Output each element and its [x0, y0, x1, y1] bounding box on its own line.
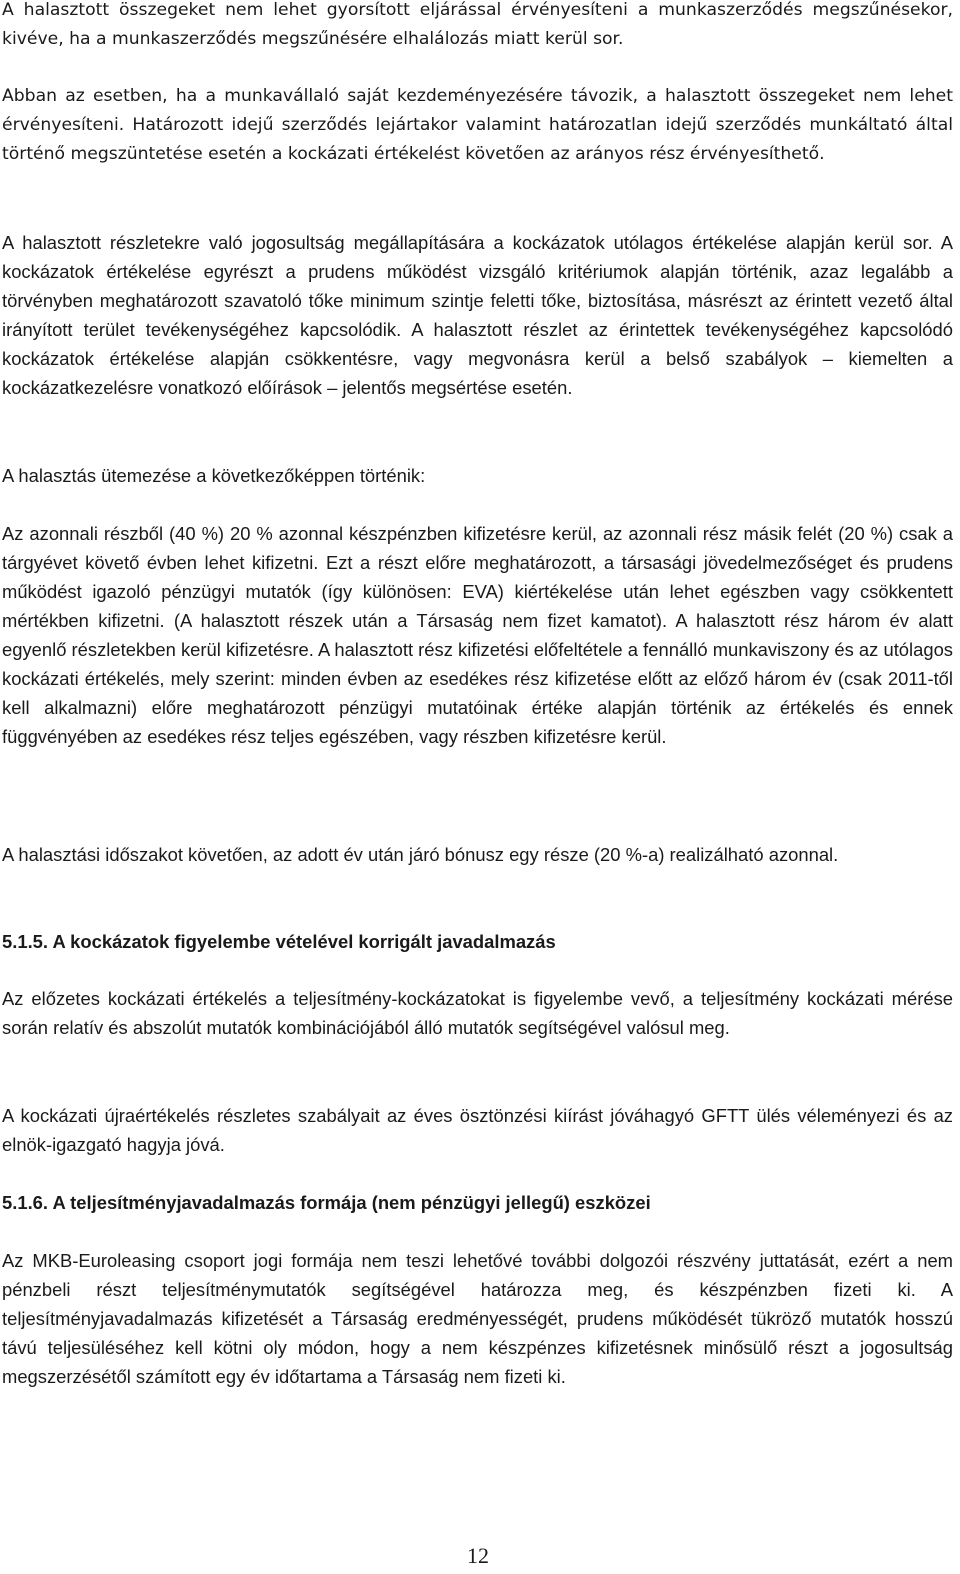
paragraph-halasztott-reszletek: A halasztott részletekre való jogosultság megállapítására a kockázatok utólagos értékelése alapján kerül sor. A kockázatok értékelése egyrészt a prudens működést vizsgáló kritériumok alapján történik, azaz legalább a törvényben meghatározott szavatoló tőke minimum szintje feletti tőke, biztosítása, másrészt az érintett vezető által irányított terület tevékenységéhez kapcsolódik. A halasztott részlet az érintettek tevékenységéhez kapcsolódó kockázatok értékelése alapján csökkentésre, vagy megvonásra kerül a belső szabályok – kiemelten a kockázatkezelésre vonatkozó előírások – jelentős megsértése esetén.: [2, 232, 953, 398]
paragraph-gyorsitott-eljaras: A halasztott összegeket nem lehet gyorsított eljárással érvényesíteni a munkaszerződés megszűnésekor, kivéve, ha a munkaszerződés megszűnésére elhalálozás miatt kerül sor.: [2, 0, 953, 49]
page-number: 12: [467, 1543, 489, 1568]
section-heading-516: 5.1.6. A teljesítményjavadalmazás formája (nem pénzügyi jellegű) eszközei: [2, 1192, 651, 1213]
paragraph-sajat-kezdemenyezes: Abban az esetben, ha a munkavállaló saját kezdeményezésére távozik, a halasztott összegeket nem lehet érvényesíteni. Határozott idejű szerződés lejártakor valamint határozatlan idejű szerződés munkáltató által történő megszüntetése esetén a kockázati értékelést követően az arányos rész érvényesíthető.: [2, 86, 953, 164]
paragraph-mkb-euroleasing: Az MKB-Euroleasing csoport jogi formája nem teszi lehetővé további dolgozói részvény juttatását, ezért a nem pénzbeli részt teljesítménymutatók segítségével határozza meg, és készpénzben fizeti ki. A teljesítményjavadalmazás kifizetését a Társaság eredményességét, prudens működését tükröző mutatók hosszú távú teljesüléséhez kell kötni oly módon, hogy a nem készpénzes kifizetésnek minősülő részt a jogosultság megszerzésétől számított egy év időtartama a Társaság nem fizeti ki.: [2, 1250, 953, 1387]
paragraph-halasztas-utemezese: A halasztás ütemezése a következőképpen történik:: [2, 465, 426, 486]
paragraph-halasztasi-idoszak: A halasztási időszakot követően, az adott év után járó bónusz egy része (20 %-a) realizálható azonnal.: [2, 844, 839, 865]
paragraph-azonnali-resz: Az azonnali részből (40 %) 20 % azonnal készpénzben kifizetésre kerül, az azonnali rész másik felét (20 %) csak a tárgyévet követő évben lehet kifizetni. Ezt a részt előre meghatározott, a társasági jövedelmezőséget és prudens működést igazoló pénzügyi mutatók (így különösen: EVA) kiértékelése után lehet egészben vagy csökkentett mértékben kifizetni. (A halasztott részek után a Társaság nem fizet kamatot). A halasztott rész három év alatt egyenlő részletekben kerül kifizetésre. A halasztott rész kifizetési előfeltétele a fennálló munkaviszony és az utólagos kockázati értékelés, mely szerint: minden évben az esedékes rész kifizetése előtt az előző három év (csak 2011-től kell alkalmazni) előre meghatározott pénzügyi mutatóinak értéke alapján történik az értékelés és ennek függvényében az esedékes rész teljes egészében, vagy részben kifizetésre kerül.: [2, 523, 953, 747]
paragraph-kockazati-ujraertekeles: A kockázati újraértékelés részletes szabályait az éves ösztönzési kiírást jóváhagyó GFTT ülés véleményezi és az elnök-igazgató hagyja jóvá.: [2, 1105, 953, 1155]
paragraph-elozetes-kockazati-ertekeles: Az előzetes kockázati értékelés a teljesítmény-kockázatokat is figyelembe vevő, a teljesítmény kockázati mérése során relatív és abszolút mutatók kombinációjából álló mutatók segítségével valósul meg.: [2, 988, 953, 1038]
section-heading-515: 5.1.5. A kockázatok figyelembe vételével korrigált javadalmazás: [2, 931, 556, 952]
